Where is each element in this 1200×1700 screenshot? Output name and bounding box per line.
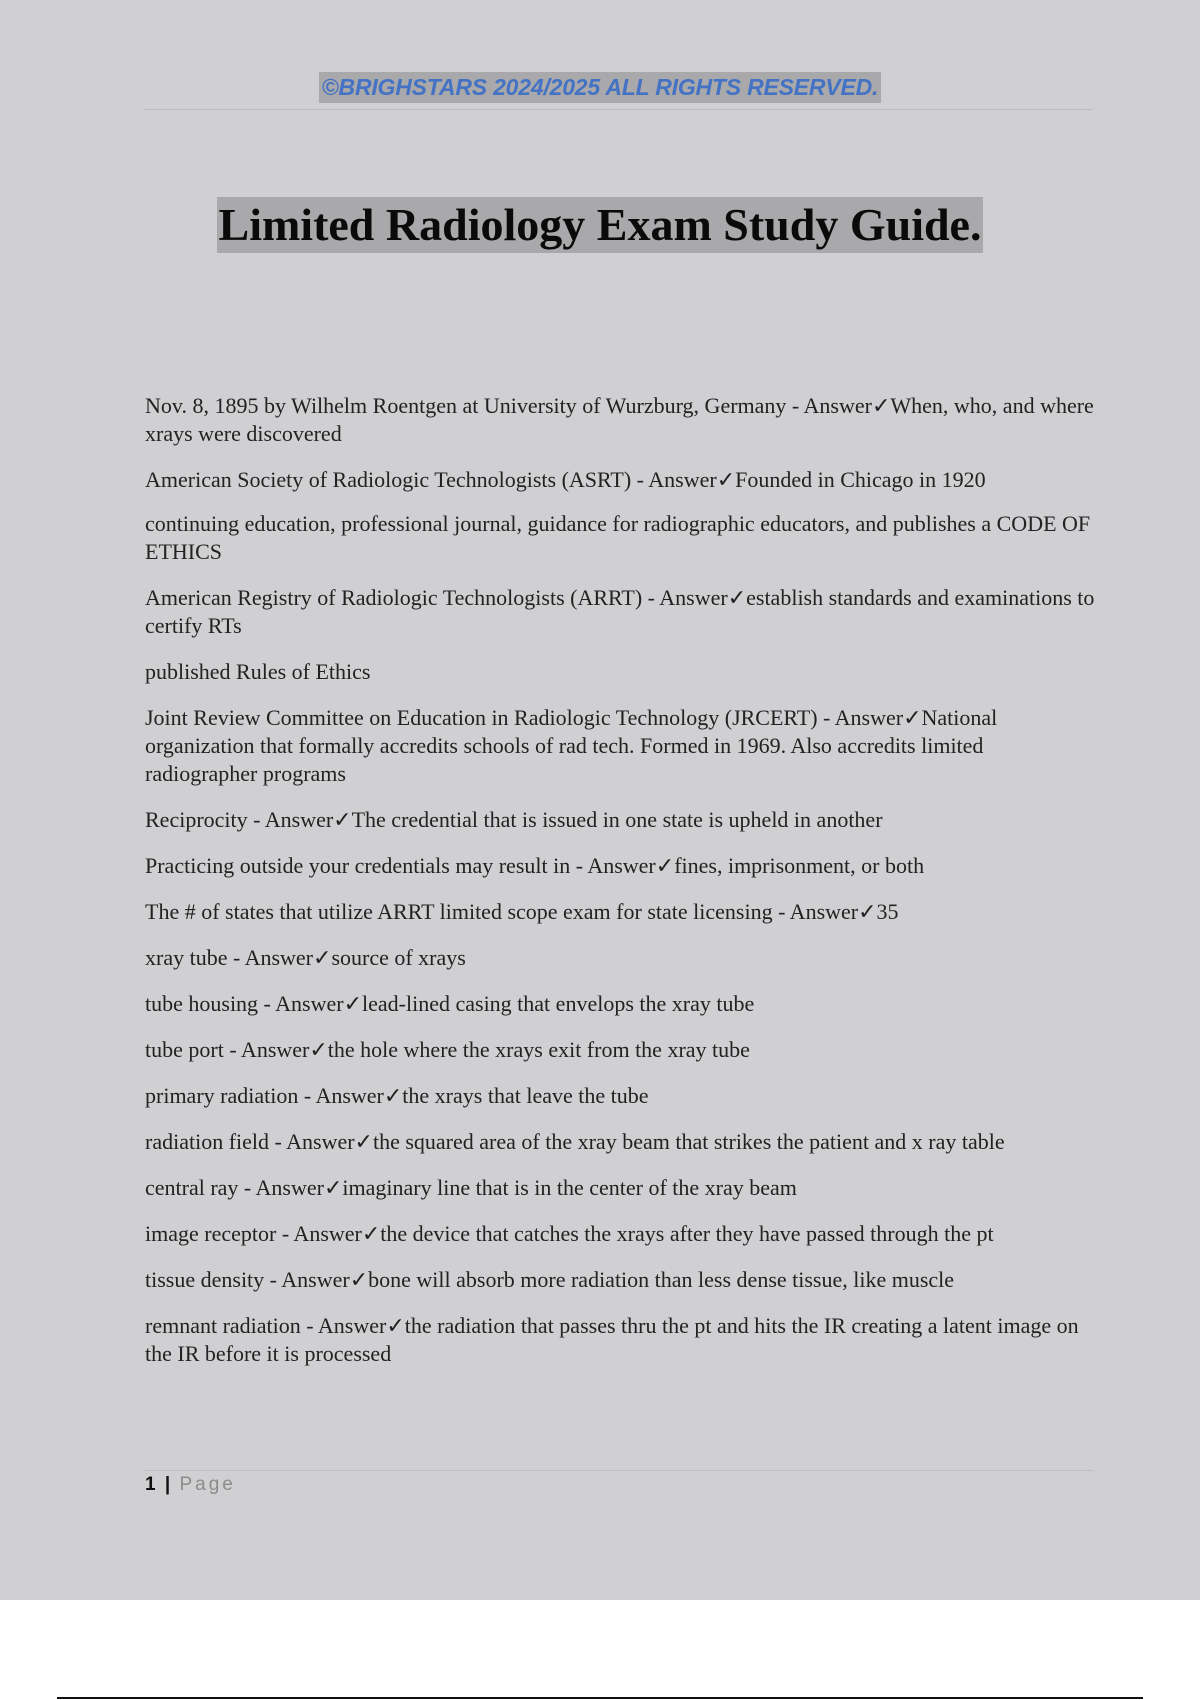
study-entry: continuing education, professional journal, guidance for radiographic educators, and publishes a CODE OF ETHICS bbox=[145, 511, 1091, 564]
header-divider bbox=[143, 109, 1093, 110]
study-entry: published Rules of Ethics bbox=[145, 659, 371, 684]
study-entry: The # of states that utilize ARRT limited scope exam for state licensing - Answer✓35 bbox=[145, 899, 899, 924]
study-entry: central ray - Answer✓imaginary line that is in the center of the xray beam bbox=[145, 1175, 797, 1200]
page-footer bbox=[145, 1474, 236, 1496]
study-entry: tube port - Answer✓the hole where the xrays exit from the xray tube bbox=[145, 1037, 750, 1062]
study-entry: Joint Review Committee on Education in Radiologic Technology (JRCERT) - Answer✓National organization that formally accredits schools of rad tech. Formed in 1969. Also accredits limited radiographer programs bbox=[145, 705, 998, 786]
title-container bbox=[0, 197, 1200, 253]
study-entry: remnant radiation - Answer✓the radiation that passes thru the pt and hits the IR creating a latent image on the IR before it is processed bbox=[145, 1313, 1079, 1366]
study-entry: Nov. 8, 1895 by Wilhelm Roentgen at University of Wurzburg, Germany - Answer✓When, who, and where xrays were discovered bbox=[145, 393, 1094, 446]
page-title: Limited Radiology Exam Study Guide. bbox=[217, 197, 984, 253]
page-header bbox=[0, 72, 1200, 103]
page-separator: | bbox=[164, 1474, 171, 1495]
study-entry: Practicing outside your credentials may result in - Answer✓fines, imprisonment, or both bbox=[145, 853, 925, 878]
page-label: Page bbox=[179, 1474, 236, 1495]
footer-divider bbox=[143, 1470, 1093, 1471]
study-entry: Reciprocity - Answer✓The credential that is issued in one state is upheld in another bbox=[145, 807, 883, 832]
copyright-notice: ©BRIGHSTARS 2024/2025 ALL RIGHTS RESERVED. bbox=[319, 72, 881, 103]
next-page-rule bbox=[57, 1697, 1143, 1699]
study-entry: tube housing - Answer✓lead-lined casing that envelops the xray tube bbox=[145, 991, 755, 1016]
study-entry: xray tube - Answer✓source of xrays bbox=[145, 945, 466, 970]
page-number: 1 bbox=[145, 1474, 156, 1495]
study-entries bbox=[145, 392, 1095, 1386]
study-entry: image receptor - Answer✓the device that catches the xrays after they have passed through the pt bbox=[145, 1221, 994, 1246]
study-entry: radiation field - Answer✓the squared area of the xray beam that strikes the patient and x ray table bbox=[145, 1129, 1005, 1154]
study-entry: primary radiation - Answer✓the xrays that leave the tube bbox=[145, 1083, 649, 1108]
study-entry: American Society of Radiologic Technologists (ASRT) - Answer✓Founded in Chicago in 1920 bbox=[145, 467, 986, 492]
study-entry: tissue density - Answer✓bone will absorb more radiation than less dense tissue, like muscle bbox=[145, 1267, 955, 1292]
study-entry: American Registry of Radiologic Technologists (ARRT) - Answer✓establish standards and examinations to certify RTs bbox=[145, 585, 1095, 638]
